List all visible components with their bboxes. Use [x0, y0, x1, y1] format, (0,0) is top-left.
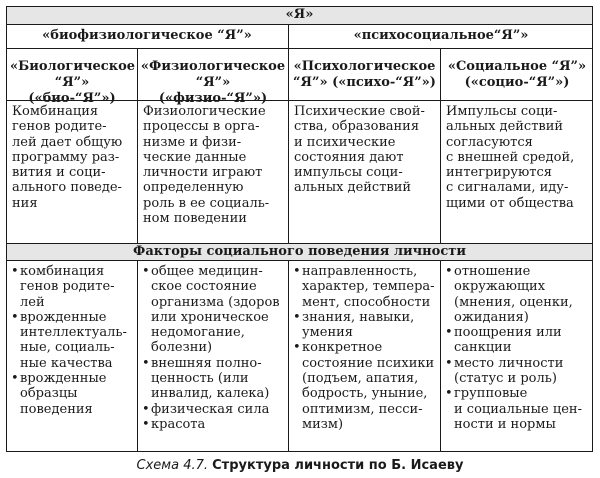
col-divider-1b — [137, 260, 138, 452]
factor-item: • красота — [142, 417, 287, 432]
subheader-bio: «Биологическое “Я”» («био-“Я”») — [10, 59, 136, 106]
desc-psycho: Психические свой- ства, образования и психические состояния дают импульсы соци- альных действий — [294, 104, 425, 196]
rule-1 — [6, 24, 593, 25]
desc-bio: Комбинация генов родите- лей дает общую программу раз- вития и соци- ального поведе- ния — [12, 104, 123, 211]
col-divider-2b — [288, 260, 289, 452]
figure-caption — [0, 458, 600, 473]
top-header: «Я» — [285, 7, 314, 22]
factors-psycho — [293, 264, 439, 432]
group-header-biophysiological: «биофизиологическое “Я”» — [42, 28, 252, 43]
rule-2 — [6, 48, 593, 49]
factor-item: • общее медицин- ское состояние организма (здоров или хроническое недомогание, болезни) — [142, 264, 287, 356]
factors-socio — [445, 264, 592, 432]
subheader-socio: «Социальное “Я”» («социо-“Я”») — [447, 59, 587, 90]
subheader-physio: «Физиологическое “Я”» («физио-“Я”») — [140, 59, 286, 106]
desc-physio: Физиологические процессы в орга- низме и физи- ческие данные личности играют определенную роль в ее социаль- ном поведении — [143, 104, 270, 227]
caption-label: Схема 4.7. — [136, 458, 208, 473]
factors-header: Факторы социального поведения личности — [133, 244, 466, 259]
subheader-psycho: «Психологическое “Я”» («психо-“Я”») — [293, 59, 436, 90]
factor-item: • комбинация генов родите- лей — [11, 264, 136, 310]
rule-5 — [6, 260, 593, 261]
factors-bio — [11, 264, 136, 417]
caption-title: Структура личности по Б. Исаеву — [212, 458, 464, 473]
factor-item: • отношение окружающих (мнения, оценки, ожидания) — [445, 264, 592, 325]
factor-item: • внешняя полно- ценность (или инвалид, калека) — [142, 356, 287, 402]
factor-item: • место личности (статус и роль) — [445, 356, 592, 387]
factors-physio — [142, 264, 287, 432]
desc-socio: Импульсы соци- альных действий согласуются с внешней средой, интегрируются с сигналами, иду- щими от общества — [446, 104, 575, 211]
col-divider-2 — [288, 24, 289, 243]
group-header-psychosocial: «психосоциальное“Я”» — [353, 28, 529, 43]
col-divider-1 — [137, 48, 138, 243]
factor-item: • направленность, характер, темпера- мент, способности — [293, 264, 439, 310]
factor-item: • групповые и социальные цен- ности и нормы — [445, 386, 592, 432]
factor-item: • физическая сила — [142, 402, 287, 417]
factor-item: • знания, навыки, умения — [293, 310, 439, 341]
factor-item: • поощрения или санкции — [445, 325, 592, 356]
col-divider-3b — [440, 260, 441, 452]
factor-item: • врожденные образцы поведения — [11, 371, 136, 417]
col-divider-3 — [440, 48, 441, 243]
factor-item: • конкретное состояние психики (подъем, апатия, бодрость, уныние, оптимизм, песси- мизм) — [293, 340, 439, 432]
factor-item: • врожденные интеллектуаль- ные, социаль- ные качества — [11, 310, 136, 371]
